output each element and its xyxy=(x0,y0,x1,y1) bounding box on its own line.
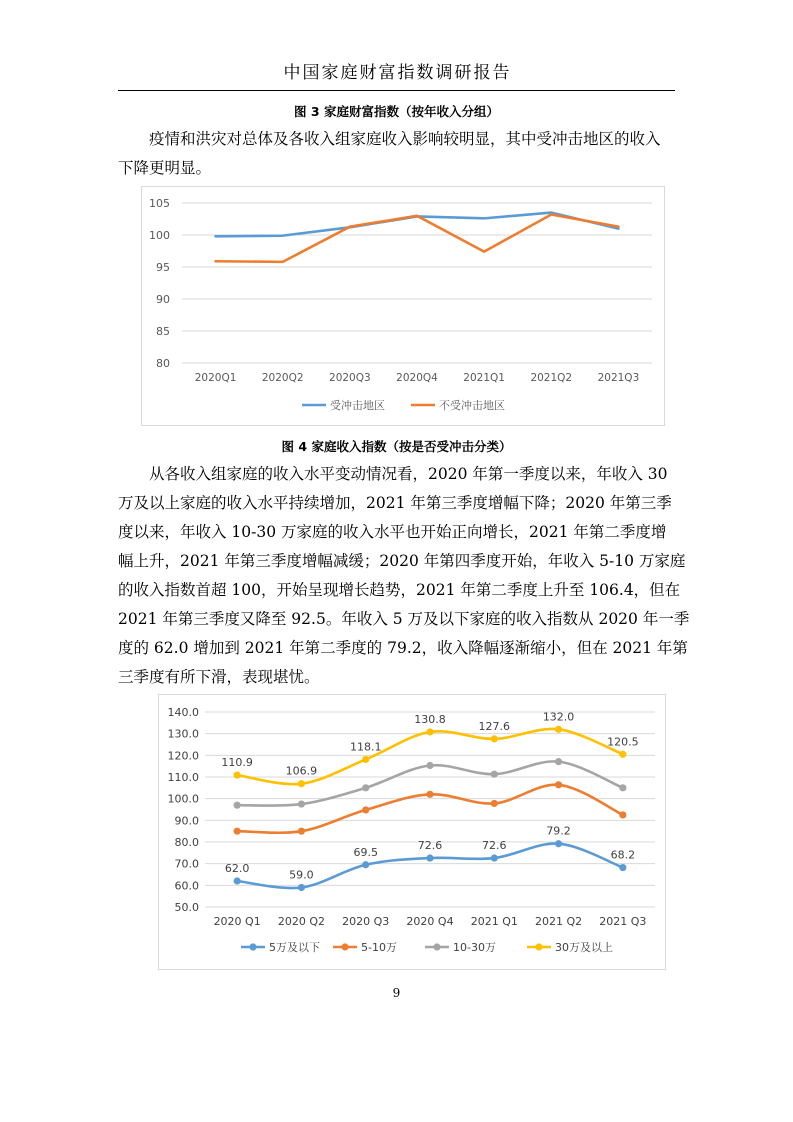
data-point-marker xyxy=(555,840,562,847)
data-label: 118.1 xyxy=(349,740,382,754)
x-tick-label: 2020 Q4 xyxy=(406,915,454,928)
y-tick-label: 130.0 xyxy=(167,727,199,741)
data-point-marker xyxy=(491,771,498,778)
paragraph-line: 从各收入组家庭的收入水平变动情况看，2020 年第一季度以来，年收入 30 xyxy=(118,465,668,483)
figure-4-caption: 图 4 家庭收入指数（按是否受冲击分类） xyxy=(281,439,512,454)
data-label: 68.2 xyxy=(610,848,636,862)
paragraph-1 xyxy=(118,125,675,183)
y-tick-label: 90.0 xyxy=(174,814,199,828)
paragraph-line: 幅上升，2021 年第三季度增幅减缓；2020 年第四季度开始，年收入 5-10 万家庭 xyxy=(118,552,686,570)
data-point-marker xyxy=(362,806,369,813)
data-point-marker xyxy=(426,762,433,769)
y-tick-label: 80.0 xyxy=(174,836,199,849)
data-label: 59.0 xyxy=(289,868,314,882)
data-point-marker xyxy=(362,784,369,791)
data-label: 62.0 xyxy=(224,862,250,875)
data-point-marker xyxy=(234,877,241,884)
data-point-marker xyxy=(426,791,433,798)
x-tick-label: 2021 Q3 xyxy=(599,915,647,928)
data-point-marker xyxy=(298,828,305,835)
y-tick-label: 140.0 xyxy=(167,706,199,719)
x-tick-label: 2021Q3 xyxy=(597,372,640,384)
figure-4-line-chart xyxy=(142,187,664,425)
y-tick-label: 90 xyxy=(156,293,170,306)
figure-3-caption: 图 3 家庭财富指数（按年收入分组） xyxy=(294,104,499,119)
data-point-marker xyxy=(619,784,626,791)
x-tick-label: 2020 Q1 xyxy=(213,915,261,928)
x-tick-label: 2020Q4 xyxy=(396,372,438,384)
data-point-marker xyxy=(619,811,626,818)
data-point-marker xyxy=(491,854,498,861)
data-point-marker xyxy=(426,854,433,861)
x-tick-label: 2020 Q3 xyxy=(342,915,390,928)
data-point-marker xyxy=(555,758,562,765)
data-point-marker xyxy=(426,728,433,735)
data-point-marker xyxy=(555,726,562,733)
paragraph-line: 的收入指数首超 100，开始呈现增长趋势，2021 年第二季度上升至 106.4，但在 xyxy=(118,581,681,599)
data-point-marker xyxy=(298,800,305,807)
data-point-marker xyxy=(298,884,305,891)
paragraph-line: 下降更明显。 xyxy=(118,159,212,177)
data-label: 130.8 xyxy=(414,712,446,726)
y-tick-label: 105 xyxy=(149,197,170,210)
y-tick-label: 85 xyxy=(156,325,170,338)
x-tick-label: 2020Q2 xyxy=(261,372,304,384)
paragraph-line: 度以来，年收入 10-30 万家庭的收入水平也开始正向增长，2021 年第二季度增 xyxy=(118,523,667,541)
y-tick-label: 110.0 xyxy=(167,771,199,784)
data-label: 69.5 xyxy=(353,845,378,859)
legend-marker xyxy=(341,943,348,950)
data-point-marker xyxy=(234,802,241,809)
data-point-marker xyxy=(491,800,498,807)
x-tick-label: 2021Q1 xyxy=(463,372,505,384)
data-label: 106.9 xyxy=(285,764,318,778)
x-tick-label: 2021Q2 xyxy=(530,372,573,384)
x-tick-label: 2020 Q2 xyxy=(277,915,326,928)
series-line-2 xyxy=(216,215,619,262)
y-tick-label: 100.0 xyxy=(167,792,199,806)
y-tick-label: 100 xyxy=(149,229,170,242)
y-tick-label: 50.0 xyxy=(174,901,199,914)
paragraph-line: 三季度有所下滑，表现堪忧。 xyxy=(118,668,320,686)
data-point-marker xyxy=(234,828,241,835)
figure-4-chart xyxy=(141,186,665,426)
y-tick-label: 70.0 xyxy=(174,857,199,871)
data-label: 127.6 xyxy=(478,719,511,733)
legend-label: 受冲击地区 xyxy=(330,399,385,412)
data-label: 72.6 xyxy=(482,839,507,853)
data-label: 79.2 xyxy=(546,824,571,838)
legend-label: 不受冲击地区 xyxy=(439,399,505,412)
legend-marker xyxy=(535,943,542,950)
data-point-marker xyxy=(362,756,369,763)
data-point-marker xyxy=(491,735,498,742)
paragraph-line: 2021 年第三季度又降至 92.5。年收入 5 万及以下家庭的收入指数从 2020 年一季 xyxy=(118,610,690,628)
data-point-marker xyxy=(298,780,305,787)
data-label: 110.9 xyxy=(221,756,253,770)
x-tick-label: 2021 Q1 xyxy=(470,915,518,928)
data-point-marker xyxy=(234,771,241,778)
paragraph-2 xyxy=(118,460,690,692)
y-tick-label: 95 xyxy=(156,261,170,274)
data-point-marker xyxy=(555,781,562,788)
data-point-marker xyxy=(619,864,626,871)
x-tick-label: 2020Q1 xyxy=(194,372,237,384)
y-tick-label: 60.0 xyxy=(174,879,199,893)
data-label: 72.6 xyxy=(417,839,443,853)
legend-label: 10-30万 xyxy=(453,941,496,954)
legend-label: 5-10万 xyxy=(361,941,397,954)
data-point-marker xyxy=(619,751,626,758)
income-group-chart xyxy=(158,694,666,970)
y-tick-label: 120.0 xyxy=(167,749,199,763)
legend-label: 5万及以下 xyxy=(269,941,320,954)
report-header-title: 中国家庭财富指数调研报告 xyxy=(283,63,512,83)
income-group-line-chart xyxy=(159,695,665,969)
x-tick-label: 2020Q3 xyxy=(329,372,371,384)
paragraph-line: 疫情和洪灾对总体及各收入组家庭收入影响较明显，其中受冲击地区的收入 xyxy=(118,130,661,148)
page-number: 9 xyxy=(392,986,401,1000)
legend-marker xyxy=(249,943,256,950)
x-tick-label: 2021 Q2 xyxy=(534,915,583,928)
paragraph-line: 万及以上家庭的收入水平持续增加，2021 年第三季度增幅下降；2020 年第三季 xyxy=(118,494,672,512)
legend-marker xyxy=(433,943,440,950)
y-tick-label: 80 xyxy=(156,357,170,370)
header-rule xyxy=(118,90,675,91)
data-label: 132.0 xyxy=(542,710,575,724)
data-label: 120.5 xyxy=(607,735,639,749)
paragraph-line: 度的 62.0 增加到 2021 年第二季度的 79.2，收入降幅逐渐缩小，但在 2021 年第 xyxy=(118,639,688,657)
legend-label: 30万及以上 xyxy=(555,941,613,954)
data-point-marker xyxy=(362,861,369,868)
